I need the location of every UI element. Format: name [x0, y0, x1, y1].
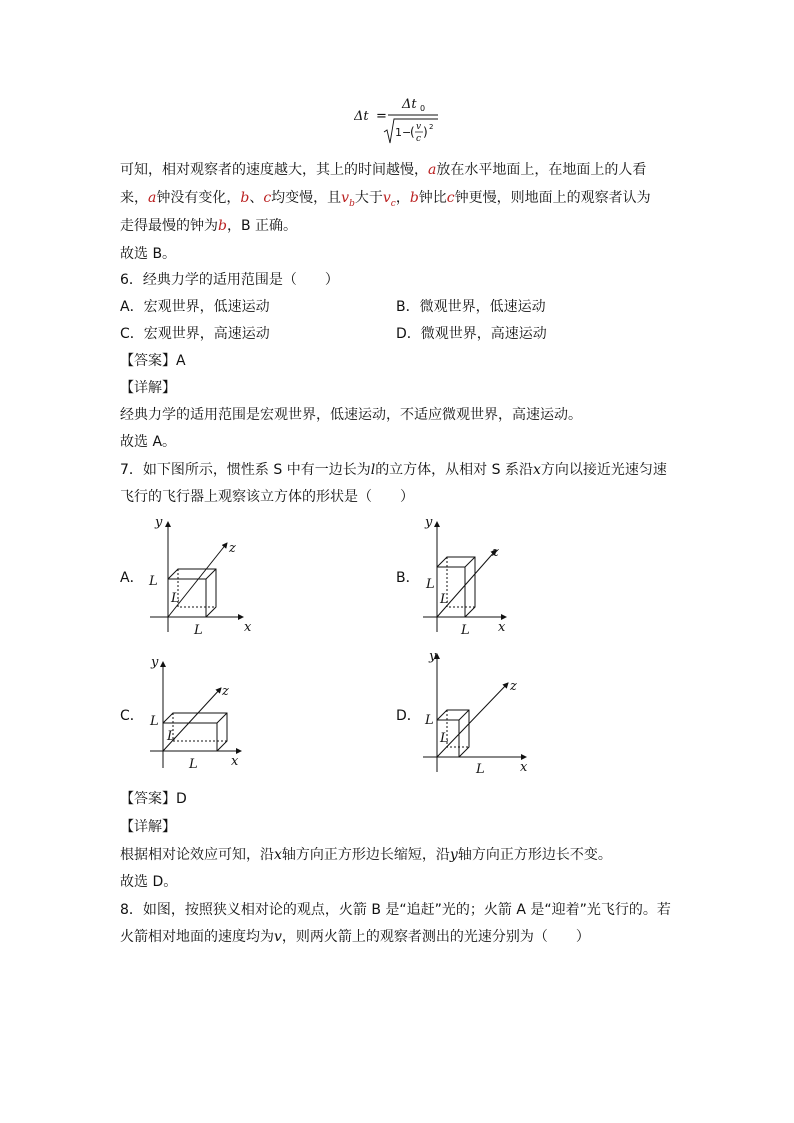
q6-explain: 经典力学的适用范围是宏观世界，低速运动，不适应微观世界，高速运动。	[120, 407, 582, 423]
svg-text:z: z	[229, 541, 236, 556]
svg-text:x: x	[231, 754, 239, 769]
formula-v: v	[416, 122, 422, 132]
q6-option-d: D．微观世界，高速运动	[396, 326, 547, 342]
svg-text:L: L	[189, 757, 198, 772]
q7-figure-c	[145, 650, 260, 784]
q6-answer: 【答案】A	[120, 353, 186, 369]
q6-option-a: A．宏观世界，低速运动	[120, 299, 270, 315]
svg-text:L: L	[167, 729, 176, 744]
q7-option-c-label: C．	[120, 708, 144, 724]
q7-figure-b	[418, 510, 533, 644]
formula-c: c	[416, 134, 422, 144]
svg-text:L: L	[440, 731, 449, 746]
svg-text:y: y	[151, 655, 159, 670]
q5-choice: 故选 B。	[120, 246, 177, 262]
svg-text:x: x	[520, 760, 528, 775]
q6-option-b: B．微观世界，低速运动	[396, 299, 546, 315]
svg-text:y: y	[155, 515, 163, 530]
svg-text:L: L	[440, 592, 449, 607]
q7-explain: 根据相对论效应可知，沿x轴方向正方形边长缩短，沿y轴方向正方形边长不变。	[120, 847, 612, 863]
q6-stem: 6．经典力学的适用范围是（ ）	[120, 272, 339, 288]
q7-stem-line-1: 7．如下图所示，惯性系 S 中有一边长为l的立方体，从相对 S 系沿x方向以接近光速匀速	[120, 462, 667, 478]
q7-option-d-label: D．	[396, 708, 421, 724]
svg-text:z: z	[492, 545, 499, 560]
q7-figure-d	[418, 650, 533, 784]
relativity-formula	[354, 96, 444, 152]
q7-detail-label: 【详解】	[120, 819, 176, 835]
svg-text:z: z	[510, 679, 517, 694]
q8-stem-line-2: 火箭相对地面的速度均为v，则两火箭上的观察者测出的光速分别为（ ）	[120, 929, 590, 945]
svg-text:L: L	[149, 574, 158, 589]
q5-explain-line-3: 走得最慢的钟为b，B 正确。	[120, 218, 298, 234]
svg-text:y: y	[425, 515, 433, 530]
svg-text:): )	[423, 125, 428, 139]
svg-text:L: L	[425, 713, 434, 728]
q7-stem-line-2: 飞行的飞行器上观察该立方体的形状是（ ）	[120, 489, 414, 505]
svg-text:z: z	[222, 684, 229, 699]
svg-text:L: L	[194, 623, 203, 638]
formula-numerator: Δt	[402, 97, 417, 112]
q7-choice: 故选 D。	[120, 874, 178, 890]
formula-exp: 2	[429, 123, 434, 131]
svg-text:L: L	[461, 623, 470, 638]
q6-choice: 故选 A。	[120, 434, 177, 450]
q7-option-a-label: A．	[120, 570, 144, 586]
svg-text:L: L	[171, 591, 180, 606]
formula-lhs: Δt	[354, 109, 369, 124]
q7-answer: 【答案】D	[120, 791, 187, 807]
q5-explain-line-1: 可知，相对观察者的速度越大，其上的时间越慢，a放在水平地面上，在地面上的人看	[120, 162, 647, 178]
svg-text:y: y	[429, 650, 437, 664]
svg-text:L: L	[150, 714, 159, 729]
formula-numerator-sub: 0	[420, 104, 426, 113]
q8-stem-line-1: 8．如图，按照狭义相对论的观点，火箭 B 是“追赶”光的；火箭 A 是“迎着”光飞行的。若	[120, 902, 671, 918]
q6-detail-label: 【详解】	[120, 380, 176, 396]
q7-figure-a	[145, 510, 260, 644]
svg-text:x: x	[244, 620, 252, 635]
svg-text:L: L	[426, 577, 435, 592]
q7-option-b-label: B．	[396, 570, 420, 586]
formula-minus: −	[402, 126, 412, 139]
formula-eq: =	[376, 109, 387, 124]
svg-text:L: L	[476, 762, 485, 777]
q6-option-c: C．宏观世界，高速运动	[120, 326, 270, 342]
svg-text:(: (	[410, 125, 415, 139]
formula-one: 1	[395, 126, 402, 139]
svg-text:x: x	[498, 620, 506, 635]
q5-explain-line-2: 来，a钟没有变化，b、c均变慢，且$v_b$大于$v_c$，b钟比c钟更慢，则地面上的观察者认为	[120, 190, 651, 209]
